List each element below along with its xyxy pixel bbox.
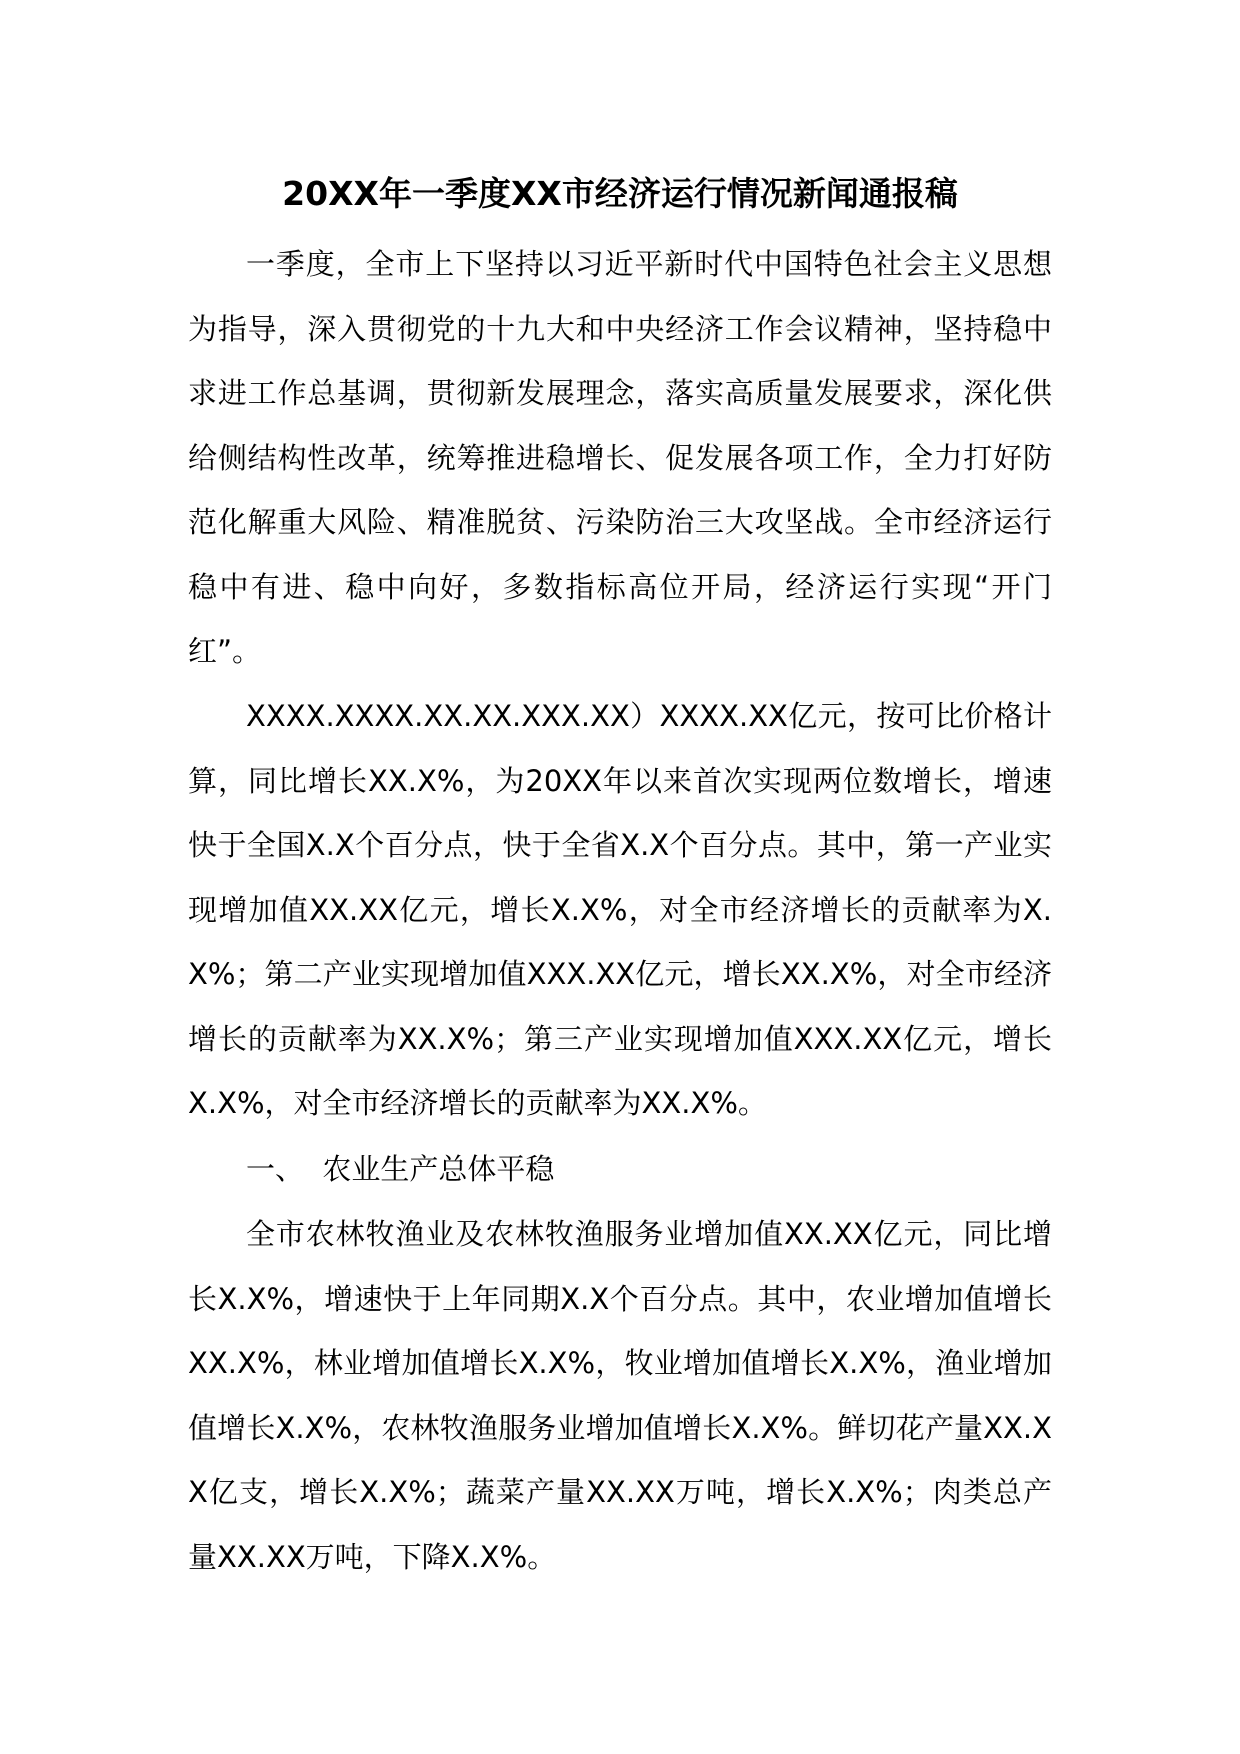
section-heading: 一、 农业生产总体平稳 [246, 1152, 555, 1186]
agriculture-paragraph: 全市农林牧渔业及农林牧渔服务业增加值XX.XX亿元，同比增长X.X%，增速快于上年同期X.X个百分点。其中，农业增加值增长XX.X%，林业增加值增长X.X%，牧业增加值增长X.X%，渔业增加值增长X.X%，农林牧渔服务业增加值增长X.X%。鲜切花产量XX.XX亿支，增长X.X%；蔬菜产量XX.XX万吨，增长X.X%；肉类总产量XX.XX万吨，下降X.X%。 [188, 1217, 1052, 1574]
document-title: 20XX年一季度XX市经济运行情况新闻通报稿 [282, 174, 958, 213]
gdp-paragraph: XXXX.XXXX.XX.XX.XXX.XX）XXXX.XX亿元，按可比价格计算，同比增长XX.X%，为20XX年以来首次实现两位数增长，增速快于全国X.X个百分点，快于全省X.X个百分点。其中，第一产业实现增加值XX.XX亿元，增长X.X%，对全市经济增长的贡献率为X.X%；第二产业实现增加值XXX.XX亿元，增长XX.X%，对全市经济增长的贡献率为XX.X%；第三产业实现增加值XXX.XX亿元，增长X.X%，对全市经济增长的贡献率为XX.X%。 [188, 699, 1052, 1120]
intro-paragraph: 一季度，全市上下坚持以习近平新时代中国特色社会主义思想为指导，深入贯彻党的十九大和中央经济工作会议精神，坚持稳中求进工作总基调，贯彻新发展理念，落实高质量发展要求，深化供给侧结构性改革，统筹推进稳增长、促发展各项工作，全力打好防范化解重大风险、精准脱贫、污染防治三大攻坚战。全市经济运行稳中有进、稳中向好，多数指标高位开局，经济运行实现“开门红”。 [188, 247, 1052, 668]
